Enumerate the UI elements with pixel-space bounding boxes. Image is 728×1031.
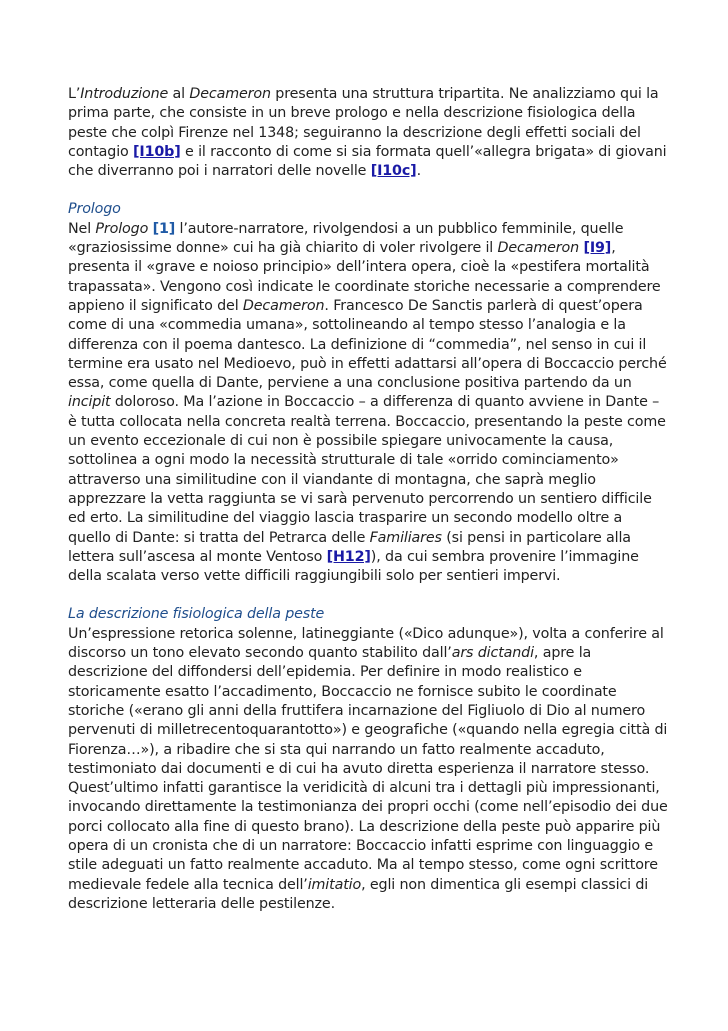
text-run: . — [330, 895, 335, 912]
italic-title: Introduzione — [80, 86, 169, 102]
italic-term: ars dictandi — [451, 645, 534, 662]
section-heading-fisiologica: La descrizione fisiologica della peste — [68, 606, 325, 623]
text-run: Un’espressione retorica solenne, latineggiante («Dico adunque»), volta a conferire al discorso un tono elevato secondo quanto stabilito dall’ — [68, 625, 664, 662]
italic-term: imitatio — [307, 876, 362, 893]
text-run: Nel — [68, 220, 96, 237]
text-run: (si pensi in particolare alla lettera sull’ascesa al monte Ventoso — [68, 529, 631, 565]
section-heading-prologo: Prologo — [68, 201, 121, 218]
text-run: al — [168, 86, 190, 102]
text-run: doloroso. Ma l’azione in Boccaccio – a differenza di quanto avviene in Dante – è tutta collocata nella concreta realtà terrena. Boccaccio, presentando la peste come un evento eccezionale di cui non è possibile spiegare univocamente la causa, sottolinea a ogni modo la necessità strutturale di tale «orrido cominciamento» attraverso una similitudine con il viandante di montagna, che saprà meglio apprezzare la vetta raggiunta se vi sarà pervenuto percorrendo un sentiero difficile ed erto. La similitudine del viaggio lascia trasparire un secondo modello oltre a quello di Dante: si tratta del Petrarca delle — [68, 394, 666, 546]
text-run: L’ — [68, 86, 81, 102]
ref-link-i9[interactable]: [I9] — [583, 240, 612, 257]
fisiologica-paragraph — [68, 625, 668, 914]
text-run: . Francesco De Sanctis parlerà di quest’opera come di una «commedia umana», sottolineando al tempo stesso l’analogia e la differenza con il poema dantesco. La definizione di “commedia”, nel senso in cui il termine era usato nel Medioevo, può in effetti adattarsi all’opera di Boccaccio perché essa, come quella di Dante, perviene a una conclusione positiva partendo da un — [68, 297, 667, 392]
prologo-paragraph — [68, 220, 668, 587]
italic-title: Decameron — [189, 86, 271, 102]
intro-paragraph — [68, 85, 668, 181]
ref-link-i10c[interactable]: [I10c] — [370, 163, 417, 180]
document-page — [68, 85, 668, 914]
italic-title: Decameron — [242, 297, 325, 314]
text-run: ), da cui sembra provenire l’immagine della scalata verso vette difficili raggiungibili solo per sentieri impervi. — [68, 548, 639, 585]
ref-link-i10b[interactable]: [I10b] — [133, 143, 181, 160]
italic-title: Familiares — [369, 529, 442, 546]
ref-link-h12[interactable]: [H12] — [326, 548, 371, 565]
text-run: presenta una struttura tripartita. Ne analizziamo qui la prima parte, che consiste in un breve prologo e nella descrizione fisiologica della peste che colpì Firenze nel 1348; seguiranno la descrizione degli effetti sociali del contagio — [68, 86, 659, 160]
text-run: , presenta il «grave e noioso principio» dell’intera opera, cioè la «pestifera mortalità trapassata». Vengono così indicate le coordinate storiche necessarie a comprendere appieno il significato del — [68, 240, 661, 314]
italic-title: Decameron — [497, 240, 580, 257]
text-run: . — [416, 163, 421, 180]
text-run: , apre la descrizione del diffondersi dell’epidemia. Per definire in modo realistico e storicamente esatto l’accadimento, Boccaccio ne fornisce subito le coordinate storiche («erano gli anni della fruttifera incarnazione del Figliuolo di Dio al numero pervenuti di milletrecentoquarantotto») e geografiche («quando nella egregia città di Fiorenza…»), a ribadire che si sta qui narrando un fatto realmente accaduto, testimoniato dai documenti e di cui ha avuto diretta esperienza il narratore stesso. Quest’ultimo infatti garantisce la veridicità di alcuni tra i dettagli più impressionanti, invocando direttamente la testimonianza dei propri occhi (come nell’episodio dei due porci collocato alla fine di questo brano). La descrizione della peste può apparire più opera di un cronista che di un narratore: Boccaccio infatti esprime con linguaggio e stile adeguati un fatto realmente accaduto. Ma al tempo stesso, come ogni scrittore medievale fedele alla tecnica dell’ — [68, 645, 668, 893]
text-run: , egli non dimentica gli esempi classici di descrizione letteraria delle pestilenze — [68, 876, 649, 912]
italic-title: Prologo — [95, 220, 149, 237]
italic-term: incipit — [68, 394, 111, 411]
text-run: e il racconto di come si sia formata quell’«allegra brigata» di giovani che diverranno poi i narratori delle novelle — [68, 143, 667, 180]
ref-marker-1: [1] — [152, 220, 176, 237]
text-run: l’autore-narratore, rivolgendosi a un pubblico femminile, quelle «graziosissime donne» cui ha già chiarito di voler rivolgere il — [68, 220, 624, 257]
